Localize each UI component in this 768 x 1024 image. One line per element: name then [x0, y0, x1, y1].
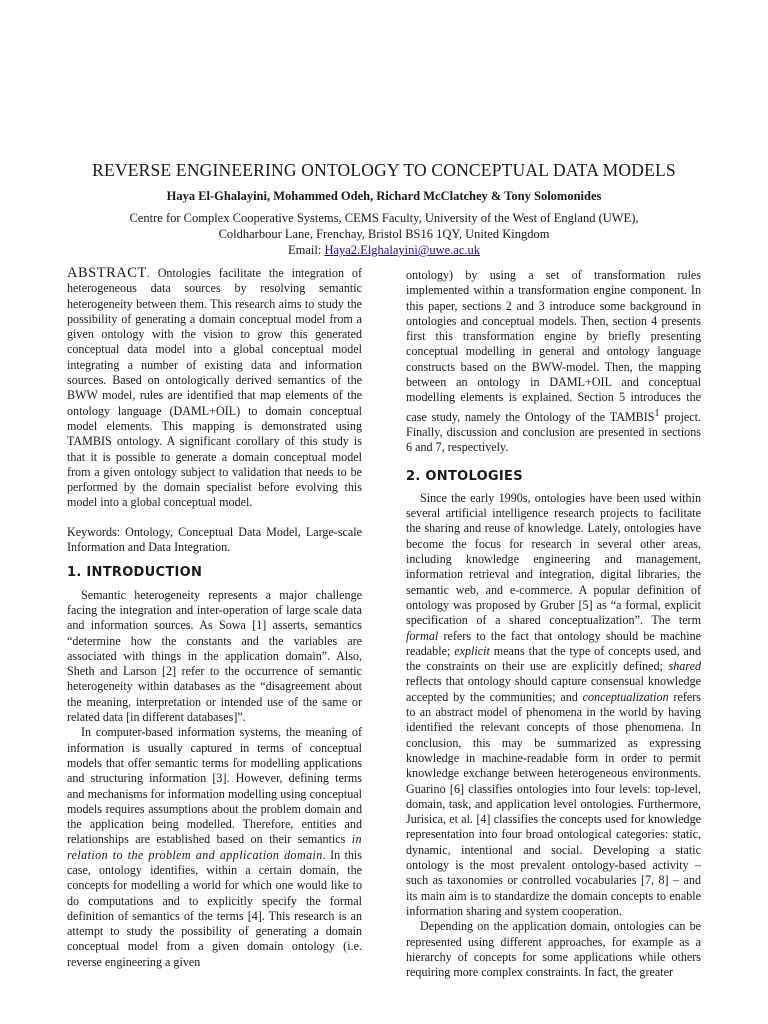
abstract-paragraph: [67, 266, 362, 511]
ont-p1-text-b: refers to the fact that ontology should be machine readable;: [406, 628, 701, 658]
section-1-heading: 1. INTRODUCTION: [67, 565, 203, 581]
affiliation-block: [0, 210, 768, 258]
intro-p2-emphasis: in relation to the problem and application domain: [67, 832, 362, 862]
affiliation-line-1: Centre for Complex Cooperative Systems, CEMS Faculty, University of the West of England (UWE),: [129, 211, 639, 225]
intro-paragraph-2: [67, 725, 362, 970]
author-list: Haya El-Ghalayini, Mohammed Odeh, Richard McClatchey & Tony Solomonides: [166, 189, 602, 203]
ont-p1-text-e: refers to an abstract model of phenomena in the world by having identified the relevant concepts of those phenomena. In conclusion, this may be summarized as expressing knowledge in machine-readable form in order to permit knowledge exchange between heterogeneous environments. Guarino [6] classifies ontologies into four levels: top-level, domain, task, and application level ontologies. Furthermore, Jurisica, et al. [4] classifies the concepts used for knowledge representation into four broad ontological categories: static, dynamic, intentional and social. Developing a static ontology is the most prevalent ontology-based activity – such as taxonomies or controlled vocabularies [7, 8] – and its main aim is to standardize the domain concepts to enable information sharing and system cooperation.: [406, 689, 701, 918]
ont-em-shared: shared: [668, 659, 701, 674]
ont-em-formal: formal: [406, 628, 439, 643]
keywords-paragraph: Keywords: Ontology, Conceptual Data Model, Large-scale Information and Data Integration.: [67, 524, 362, 555]
ontologies-paragraph-2: Depending on the application domain, ontologies can be represented using different approaches, for example as a hierarchy of concepts for some applications while others requiring more complex constraints. In fact, the greater: [406, 919, 701, 980]
intro-p2-text-a: In computer-based information systems, the meaning of information is usually captured in terms of conceptual models that offer semantic terms for modelling applications and structuring information [3]. However, defining terms and mechanisms for information modelling using conceptual models requires assumptions about the problem domain and the application being modelled. Therefore, entities and relationships are established based on their semantics: [67, 725, 362, 847]
ont-p1-text-d: reflects that ontology should capture consensual knowledge accepted by the communities; and: [406, 674, 701, 704]
section-2-heading: 2. ONTOLOGIES: [406, 468, 523, 484]
intro-p2-text-b: . In this case, ontology identifies, within a certain domain, the concepts for modelling a world for which one would like to do computations and to explicitly specify the formal definition of semantics of the terms [4]. This research is an attempt to study the possibility of generating a domain conceptual model from a given domain ontology (i.e. reverse engineering a given: [67, 847, 362, 969]
affiliation-line-2: Coldharbour Lane, Frenchay, Bristol BS16 1QY, United Kingdom: [218, 227, 550, 241]
paper-title: REVERSE ENGINEERING ONTOLOGY TO CONCEPTUAL DATA MODELS: [92, 160, 676, 180]
abstract-text: . Ontologies facilitate the integration of heterogeneous data sources by resolving semantic heterogeneity between them. This research aims to study the possibility of generating a domain conceptual model from a given ontology with the vision to grow this generated conceptual data model into a global conceptual model integrating a number of existing data and information sources. Based on ontologically derived semantics of the BWW model, rules are identified that map elements of the ontology language (DAML+OIL) to domain conceptual model elements. This mapping is demonstrated using TAMBIS ontology. A significant corollary of this study is that it is possible to generate a domain conceptual model from a given ontology subject to validation that needs to be performed by the domain specialist before evolving this model into a global conceptual model.: [67, 266, 362, 510]
right-column: [406, 268, 701, 980]
ont-em-conceptualization: conceptualization: [582, 689, 669, 704]
ont-p1-text-a: Since the early 1990s, ontologies have been used within several artificial intelligence research projects to facilitate the sharing and reuse of knowledge. Lately, ontologies have become the focus for research in several other areas, including knowledge engineering and management, information retrieval and integration, digital libraries, the semantic web, and e-commerce. A popular definition of ontology was proposed by Gruber [5] as “a formal, explicit specification of a shared conceptualization”. The term: [406, 490, 701, 628]
footnote-mark: 1: [654, 407, 660, 419]
ont-p1-text-c: means that the type of concepts used, and the constraints on their use are explicitly defined;: [406, 643, 701, 674]
email-line: [0, 242, 768, 258]
intro-cont-text-b: project. Finally, discussion and conclusion are presented in sections 6 and 7, respectively.: [406, 409, 701, 455]
ontologies-paragraph-1: [406, 491, 701, 919]
email-label: Email:: [287, 243, 325, 257]
abstract-heading: ABSTRACT: [67, 265, 147, 281]
left-column: [67, 266, 362, 970]
email-link[interactable]: Haya2.Elghalayini@uwe.ac.uk: [324, 243, 480, 257]
ont-em-explicit: explicit: [454, 643, 490, 658]
intro-paragraph-1: Semantic heterogeneity represents a major challenge facing the integration and inter-operation of large scale data and information sources. As Sowa [1] asserts, semantics “determine how the constants and the variables are associated with things in the application domain”. Also, Sheth and Larson [2] refer to the occurrence of semantic heterogeneity within databases as the “disagreement about the meaning, interpretation or intended use of the same or related data [in different databases]”.: [67, 587, 362, 725]
intro-cont-text-a: ontology) by using a set of transformation rules implemented within a transformation engine component. In this paper, sections 2 and 3 introduce some background in ontologies and conceptual models. Then, section 4 presents first this transformation engine by briefly presenting conceptual modelling in general and ontology language constructs based on the BWW-model. Then, the mapping between an ontology in DAML+OIL and conceptual modelling elements is explained. Section 5 introduces the case study, namely the Ontology of the TAMBIS: [406, 268, 701, 424]
intro-continuation-paragraph: [406, 268, 701, 456]
